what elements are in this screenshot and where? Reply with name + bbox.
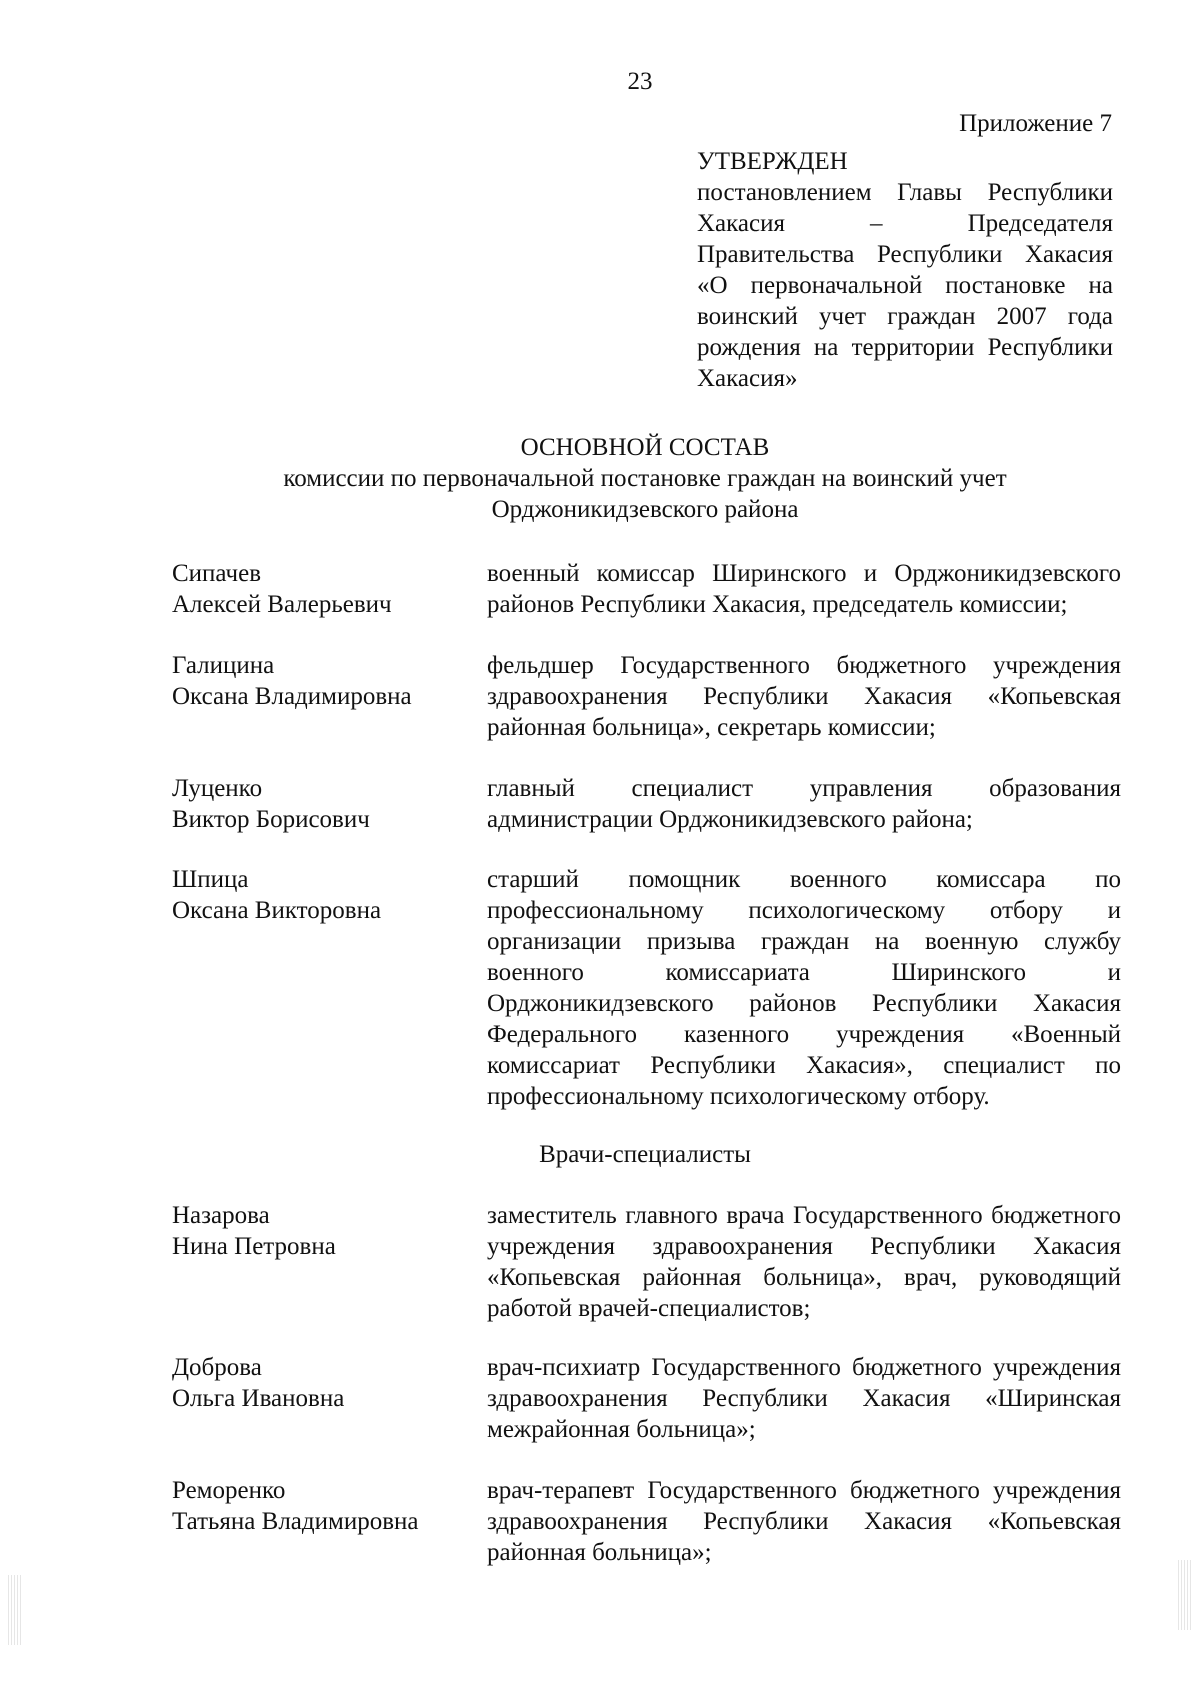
page-number: 23 — [627, 68, 653, 95]
member-role: фельдшер Государственного бюджетного учреждения здравоохранения Республики Хакасия «Копьевская районная больница», секретарь комиссии; — [487, 652, 1121, 741]
member-given-name: Алексей Валерьевич — [172, 591, 392, 618]
document-subtitle-line2: Орджоникидзевского района — [491, 496, 799, 523]
member-name — [172, 773, 472, 835]
appendix-label: Приложение 7 — [959, 110, 1112, 137]
member-name — [172, 558, 472, 620]
member-role: старший помощник военного комиссара по профессиональному психологическому отбору и организации призыва граждан на военную службу военного комиссариата Ширинского и Орджоникидзевского районов Республики Хакасия Федерального казенного учреждения «Военный комиссариат Республики Хакасия», специалист по профессиональному психологическому отбору. — [487, 866, 1121, 1110]
member-surname: Галицина — [172, 652, 275, 679]
specialist-given-name: Ольга Ивановна — [172, 1385, 345, 1412]
specialist-role: заместитель главного врача Государственного бюджетного учреждения здравоохранения Республики Хакасия «Копьевская районная больница», врач, руководящий работой врачей-специалистов; — [487, 1202, 1121, 1322]
specialist-name — [172, 1352, 472, 1414]
specialist-surname: Доброва — [172, 1354, 262, 1381]
specialist-role: врач-терапевт Государственного бюджетного учреждения здравоохранения Республики Хакасия «Копьевская районная больница»; — [487, 1477, 1121, 1566]
approval-basis: постановлением Главы Республики Хакасия – Председателя Правительства Республики Хакасия «О первоначальной постановке на воинский учет граждан 2007 года рождения на территории Республики Хакасия» — [697, 179, 1113, 392]
specialist-surname: Назарова — [172, 1202, 270, 1229]
member-given-name: Оксана Владимировна — [172, 683, 412, 710]
member-name — [172, 864, 472, 926]
scan-edge-mark-left — [8, 1575, 22, 1645]
document-title: ОСНОВНОЙ СОСТАВ — [520, 434, 770, 461]
document-heading — [0, 432, 1200, 525]
member-role: главный специалист управления образования администрации Орджоникидзевского района; — [487, 775, 1121, 833]
specialist-role: врач-психиатр Государственного бюджетного учреждения здравоохранения Республики Хакасия «Ширинская межрайонная больница»; — [487, 1354, 1121, 1443]
member-surname: Луценко — [172, 775, 263, 802]
scan-edge-mark-right — [1178, 1560, 1192, 1630]
member-given-name: Оксана Викторовна — [172, 897, 382, 924]
specialist-given-name: Нина Петровна — [172, 1233, 336, 1260]
approval-stamp: УТВЕРЖДЕН — [697, 148, 848, 175]
document-subtitle-line1: комиссии по первоначальной постановке граждан на воинский учет — [283, 465, 1007, 492]
member-surname: Шпица — [172, 866, 249, 893]
specialist-given-name: Татьяна Владимировна — [172, 1508, 419, 1535]
member-surname: Сипачев — [172, 560, 262, 587]
member-given-name: Виктор Борисович — [172, 806, 370, 833]
member-name — [172, 650, 472, 712]
specialists-section-label: Врачи-специалисты — [539, 1141, 751, 1168]
member-role: военный комиссар Ширинского и Орджоникидзевского районов Республики Хакасия, председатель комиссии; — [487, 560, 1121, 618]
specialist-surname: Реморенко — [172, 1477, 286, 1504]
approval-block — [697, 146, 1113, 394]
specialist-name — [172, 1475, 472, 1537]
specialist-name — [172, 1200, 472, 1262]
